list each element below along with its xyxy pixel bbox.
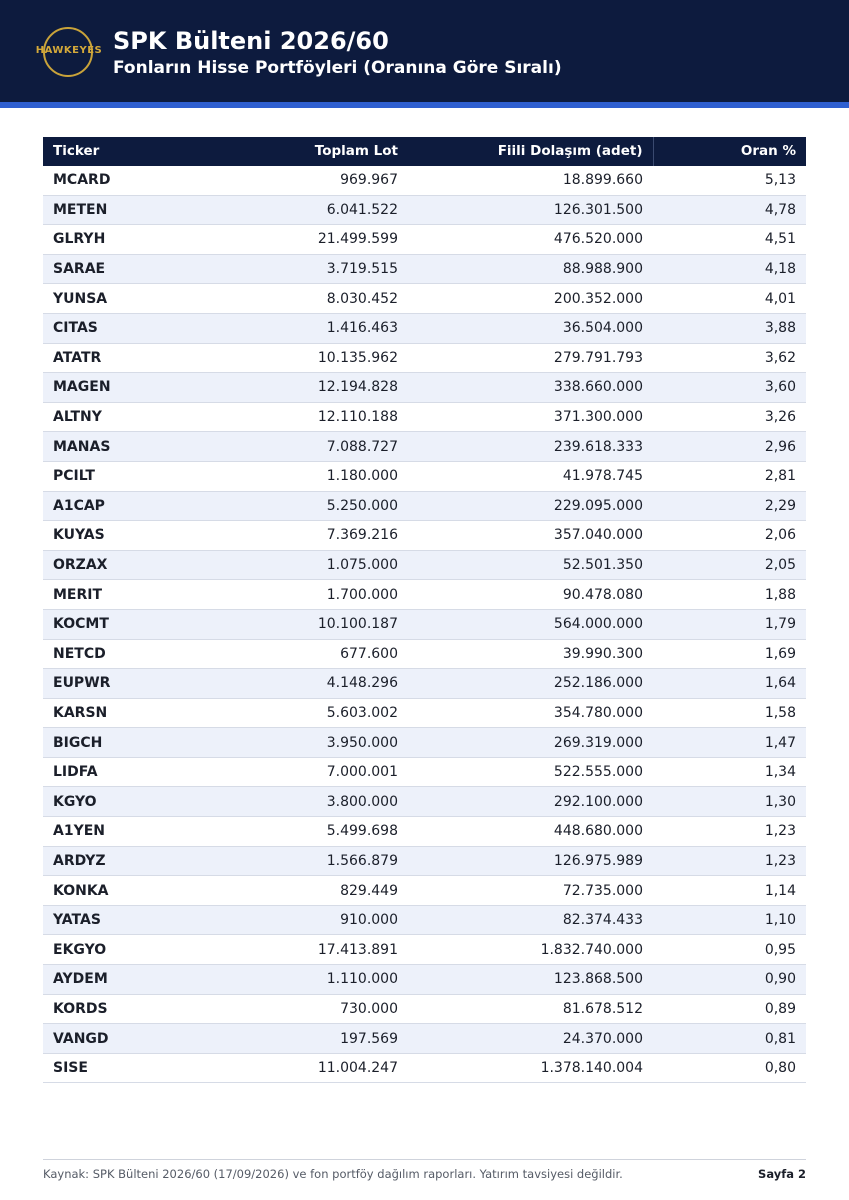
fiili-dolasim-cell: 39.990.300	[408, 639, 653, 669]
toplam-lot-cell: 1.416.463	[223, 313, 408, 343]
ticker-cell: PCILT	[43, 461, 223, 491]
table-row	[43, 669, 806, 699]
toplam-lot-cell: 1.110.000	[223, 965, 408, 995]
table-row	[43, 373, 806, 403]
toplam-lot-cell: 197.569	[223, 1024, 408, 1054]
fiili-dolasim-cell: 52.501.350	[408, 550, 653, 580]
fiili-dolasim-cell: 123.868.500	[408, 965, 653, 995]
ticker-cell: MANAS	[43, 432, 223, 462]
toplam-lot-cell: 5.250.000	[223, 491, 408, 521]
table-row	[43, 609, 806, 639]
oran-cell: 2,05	[653, 550, 806, 580]
ticker-cell: MCARD	[43, 166, 223, 195]
oran-cell: 1,47	[653, 728, 806, 758]
ticker-cell: KARSN	[43, 698, 223, 728]
column-header-fiili-dolasim: Fiili Dolaşım (adet)	[497, 143, 643, 159]
ticker-cell: CITAS	[43, 313, 223, 343]
table-row	[43, 550, 806, 580]
toplam-lot-cell: 3.950.000	[223, 728, 408, 758]
fiili-dolasim-cell: 126.975.989	[408, 846, 653, 876]
toplam-lot-cell: 7.000.001	[223, 757, 408, 787]
oran-cell: 4,18	[653, 254, 806, 284]
ticker-cell: BIGCH	[43, 728, 223, 758]
ticker-cell: KUYAS	[43, 521, 223, 551]
table-row	[43, 728, 806, 758]
toplam-lot-cell: 11.004.247	[223, 1053, 408, 1083]
fiili-dolasim-cell: 90.478.080	[408, 580, 653, 610]
table-header-row	[43, 137, 806, 166]
toplam-lot-cell: 1.700.000	[223, 580, 408, 610]
table-row	[43, 521, 806, 551]
oran-cell: 1,58	[653, 698, 806, 728]
toplam-lot-cell: 5.499.698	[223, 817, 408, 847]
oran-cell: 1,14	[653, 876, 806, 906]
toplam-lot-cell: 10.135.962	[223, 343, 408, 373]
oran-cell: 1,30	[653, 787, 806, 817]
fiili-dolasim-cell: 354.780.000	[408, 698, 653, 728]
ticker-cell: ARDYZ	[43, 846, 223, 876]
ticker-cell: KGYO	[43, 787, 223, 817]
fiili-dolasim-cell: 1.378.140.004	[408, 1053, 653, 1083]
toplam-lot-cell: 12.194.828	[223, 373, 408, 403]
table-row	[43, 846, 806, 876]
toplam-lot-cell: 3.800.000	[223, 787, 408, 817]
fiili-dolasim-cell: 371.300.000	[408, 402, 653, 432]
table-row	[43, 935, 806, 965]
ticker-cell: AYDEM	[43, 965, 223, 995]
page-number: Sayfa 2	[758, 1167, 806, 1181]
oran-cell: 4,01	[653, 284, 806, 314]
oran-cell: 0,95	[653, 935, 806, 965]
toplam-lot-cell: 910.000	[223, 905, 408, 935]
fiili-dolasim-cell: 36.504.000	[408, 313, 653, 343]
table-row	[43, 254, 806, 284]
ticker-cell: GLRYH	[43, 225, 223, 255]
ticker-cell: SARAE	[43, 254, 223, 284]
toplam-lot-cell: 7.088.727	[223, 432, 408, 462]
oran-cell: 3,88	[653, 313, 806, 343]
portfolio-table	[43, 137, 806, 1083]
ticker-cell: A1CAP	[43, 491, 223, 521]
ticker-cell: LIDFA	[43, 757, 223, 787]
toplam-lot-cell: 1.180.000	[223, 461, 408, 491]
oran-cell: 1,64	[653, 669, 806, 699]
ticker-cell: SISE	[43, 1053, 223, 1083]
oran-cell: 0,80	[653, 1053, 806, 1083]
ticker-cell: KORDS	[43, 994, 223, 1024]
header-accent-stripe	[0, 102, 849, 108]
table-row	[43, 817, 806, 847]
table-row	[43, 491, 806, 521]
ticker-cell: KONKA	[43, 876, 223, 906]
toplam-lot-cell: 5.603.002	[223, 698, 408, 728]
oran-cell: 0,89	[653, 994, 806, 1024]
fiili-dolasim-cell: 279.791.793	[408, 343, 653, 373]
footer-divider	[43, 1159, 806, 1160]
column-header-toplam-lot: Toplam Lot	[314, 143, 398, 159]
page-title: SPK Bülteni 2026/60	[113, 27, 389, 55]
fiili-dolasim-cell: 72.735.000	[408, 876, 653, 906]
table-row	[43, 994, 806, 1024]
toplam-lot-cell: 1.075.000	[223, 550, 408, 580]
ticker-cell: KOCMT	[43, 609, 223, 639]
fiili-dolasim-cell: 252.186.000	[408, 669, 653, 699]
oran-cell: 1,34	[653, 757, 806, 787]
fiili-dolasim-cell: 229.095.000	[408, 491, 653, 521]
fiili-dolasim-cell: 564.000.000	[408, 609, 653, 639]
table-row	[43, 580, 806, 610]
oran-cell: 5,13	[653, 166, 806, 195]
oran-cell: 3,60	[653, 373, 806, 403]
table-row	[43, 313, 806, 343]
fiili-dolasim-cell: 476.520.000	[408, 225, 653, 255]
table-row	[43, 284, 806, 314]
fiili-dolasim-cell: 448.680.000	[408, 817, 653, 847]
table-row	[43, 195, 806, 225]
table-row	[43, 166, 806, 195]
ticker-cell: YATAS	[43, 905, 223, 935]
toplam-lot-cell: 17.413.891	[223, 935, 408, 965]
ticker-cell: ALTNY	[43, 402, 223, 432]
oran-cell: 1,88	[653, 580, 806, 610]
oran-cell: 1,10	[653, 905, 806, 935]
fiili-dolasim-cell: 269.319.000	[408, 728, 653, 758]
column-header-ticker: Ticker	[53, 143, 100, 159]
oran-cell: 3,62	[653, 343, 806, 373]
oran-cell: 1,69	[653, 639, 806, 669]
fiili-dolasim-cell: 522.555.000	[408, 757, 653, 787]
ticker-cell: ATATR	[43, 343, 223, 373]
ticker-cell: VANGD	[43, 1024, 223, 1054]
toplam-lot-cell: 6.041.522	[223, 195, 408, 225]
column-header-oran: Oran %	[653, 137, 806, 166]
table-row	[43, 402, 806, 432]
toplam-lot-cell: 4.148.296	[223, 669, 408, 699]
table-row	[43, 432, 806, 462]
toplam-lot-cell: 730.000	[223, 994, 408, 1024]
ticker-cell: YUNSA	[43, 284, 223, 314]
page-subtitle: Fonların Hisse Portföyleri (Oranına Göre Sıralı)	[113, 58, 562, 78]
fiili-dolasim-cell: 18.899.660	[408, 166, 653, 195]
toplam-lot-cell: 1.566.879	[223, 846, 408, 876]
fiili-dolasim-cell: 239.618.333	[408, 432, 653, 462]
oran-cell: 0,81	[653, 1024, 806, 1054]
oran-cell: 2,29	[653, 491, 806, 521]
table-row	[43, 965, 806, 995]
oran-cell: 1,79	[653, 609, 806, 639]
ticker-cell: ORZAX	[43, 550, 223, 580]
table-row	[43, 461, 806, 491]
fiili-dolasim-cell: 357.040.000	[408, 521, 653, 551]
logo: HAWKEYES	[35, 45, 103, 56]
table-row	[43, 698, 806, 728]
fiili-dolasim-cell: 292.100.000	[408, 787, 653, 817]
ticker-cell: METEN	[43, 195, 223, 225]
fiili-dolasim-cell: 81.678.512	[408, 994, 653, 1024]
toplam-lot-cell: 969.967	[223, 166, 408, 195]
table-row	[43, 787, 806, 817]
ticker-cell: A1YEN	[43, 817, 223, 847]
oran-cell: 0,90	[653, 965, 806, 995]
table-row	[43, 1024, 806, 1054]
fiili-dolasim-cell: 1.832.740.000	[408, 935, 653, 965]
table-body	[43, 166, 806, 1083]
fiili-dolasim-cell: 41.978.745	[408, 461, 653, 491]
fiili-dolasim-cell: 126.301.500	[408, 195, 653, 225]
ticker-cell: NETCD	[43, 639, 223, 669]
fiili-dolasim-cell: 338.660.000	[408, 373, 653, 403]
toplam-lot-cell: 10.100.187	[223, 609, 408, 639]
fiili-dolasim-cell: 88.988.900	[408, 254, 653, 284]
table-row	[43, 639, 806, 669]
toplam-lot-cell: 3.719.515	[223, 254, 408, 284]
toplam-lot-cell: 21.499.599	[223, 225, 408, 255]
toplam-lot-cell: 7.369.216	[223, 521, 408, 551]
oran-cell: 4,51	[653, 225, 806, 255]
fiili-dolasim-cell: 82.374.433	[408, 905, 653, 935]
ticker-cell: EUPWR	[43, 669, 223, 699]
fiili-dolasim-cell: 24.370.000	[408, 1024, 653, 1054]
footer-source-note: Kaynak: SPK Bülteni 2026/60 (17/09/2026) ve fon portföy dağılım raporları. Yatırım tavsiyesi değildir.	[43, 1167, 623, 1181]
oran-cell: 1,23	[653, 846, 806, 876]
oran-cell: 2,06	[653, 521, 806, 551]
toplam-lot-cell: 677.600	[223, 639, 408, 669]
fiili-dolasim-cell: 200.352.000	[408, 284, 653, 314]
table-row	[43, 905, 806, 935]
toplam-lot-cell: 829.449	[223, 876, 408, 906]
table-row	[43, 1053, 806, 1083]
oran-cell: 2,96	[653, 432, 806, 462]
oran-cell: 4,78	[653, 195, 806, 225]
table-row	[43, 225, 806, 255]
oran-cell: 2,81	[653, 461, 806, 491]
table-row	[43, 343, 806, 373]
toplam-lot-cell: 12.110.188	[223, 402, 408, 432]
table-row	[43, 757, 806, 787]
ticker-cell: EKGYO	[43, 935, 223, 965]
oran-cell: 1,23	[653, 817, 806, 847]
ticker-cell: MERIT	[43, 580, 223, 610]
oran-cell: 3,26	[653, 402, 806, 432]
toplam-lot-cell: 8.030.452	[223, 284, 408, 314]
table-row	[43, 876, 806, 906]
ticker-cell: MAGEN	[43, 373, 223, 403]
